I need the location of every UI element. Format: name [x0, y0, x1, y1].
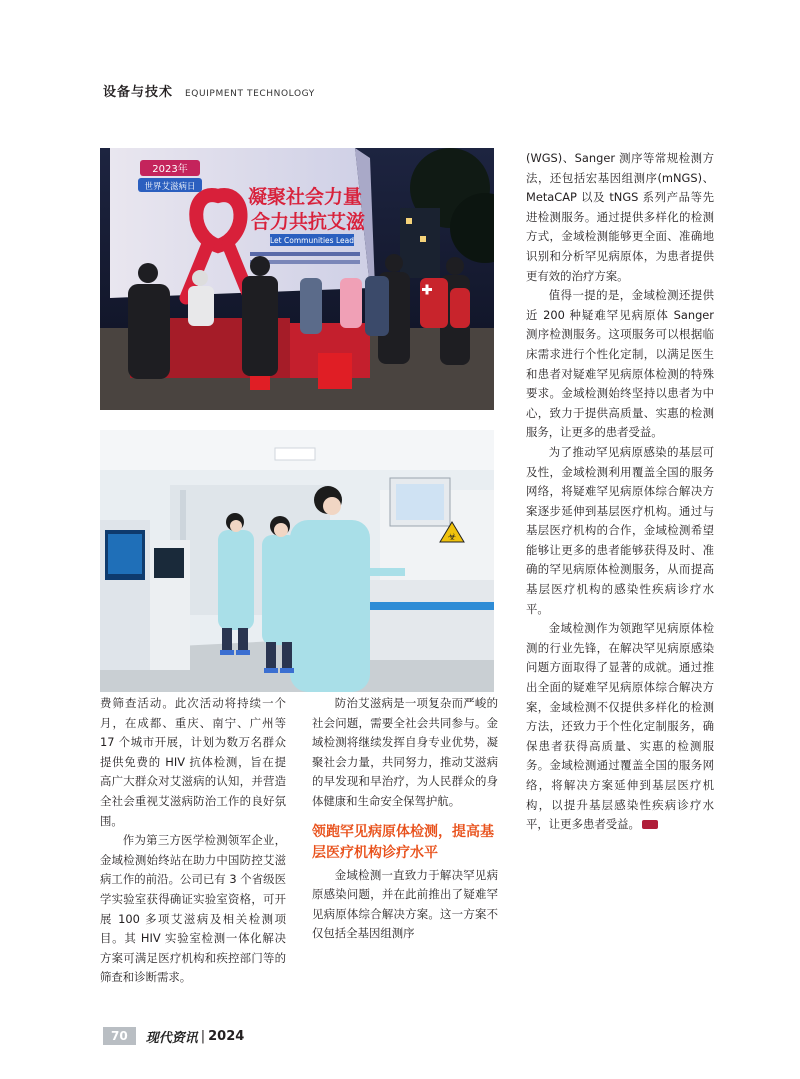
page-number: 70 [103, 1027, 136, 1045]
banner-slogan-2: 合力共抗艾滋 [250, 211, 366, 233]
paragraph-text: 金域检测作为领跑罕见病原体检测的行业先锋，在解决罕见病原感染问题方面取得了显著的成就。通过推出全面的疑难罕见病原体综合解决方案，金域检测不仅提供多样化的检测方法，还致力于个性化定制服务，确保患者获得高质量、实惠的检测服务。金域检测通过覆盖全国的服务网络，将解决方案延伸到基层医疗机构，以提升基层感染性疾病诊疗水平，让更多患者受益。 [526, 621, 714, 832]
banner-day: 世界艾滋病日 [144, 182, 196, 192]
paragraph: 值得一提的是，金域检测还提供近 200 种疑难罕见病原体 Sanger 测序检测服务。这项服务可以根据临床需求进行个性化定制，以满足医生和患者对疑难罕见病原体检测的特殊要求。金域检测始终坚持以患者为中心，致力于提供高质量、实惠的检测服务，让更多的患者受益。 [526, 288, 714, 440]
text-column-1 [100, 694, 286, 988]
text-column-3 [526, 149, 714, 835]
magazine-name: 现代资讯 [145, 1030, 198, 1046]
event-photo [100, 148, 494, 410]
section-title-cn: 设备与技术 [103, 85, 174, 100]
laboratory-photo [100, 430, 494, 692]
biohazard-icon: ☣ [447, 532, 457, 543]
banner-year: 2023年 [152, 164, 188, 175]
section-title-en: EQUIPMENT TECHNOLOGY [185, 89, 315, 99]
paragraph: 费筛查活动。此次活动将持续一个月，在成都、重庆、南宁、广州等 17 个城市开展，计划为数万名群众提供免费的 HIV 抗体检测，旨在提高广大群众对艾滋病的认知，并营造全社会重视艾滋病防治工作的良好氛围。 [100, 696, 286, 828]
text-column-2 [312, 694, 498, 944]
paragraph: 防治艾滋病是一项复杂而严峻的社会问题，需要全社会共同参与。金域检测将继续发挥自身专业优势，凝聚社会力量，共同努力，推动艾滋病的早发现和早治疗，为人民群众的身体健康和生命安全保驾护航。 [312, 696, 498, 808]
paragraph [526, 619, 714, 835]
page-footer [103, 1026, 244, 1046]
end-mark-icon [642, 820, 658, 829]
issue-year: 2024 [208, 1028, 245, 1044]
paragraph: (WGS)、Sanger 测序等常规检测方法，还包括宏基因组测序(mNGS)、MetaCAP 以及 tNGS 系列产品等先进检测服务。通过提供多样化的检测方式，金域检测能够更全面、准确地识别和分析罕见病原体，为患者提供更有效的治疗方案。 [526, 151, 714, 283]
section-header [103, 81, 315, 100]
paragraph: 为了推动罕见病原感染的基层可及性，金域检测利用覆盖全国的服务网络，将疑难罕见病原体综合解决方案逐步延伸到基层医疗机构。通过与基层医疗机构的合作，金域检测希望能够让更多的患者能够获得及时、准确的罕见病原体检测服务，从而提高基层医疗机构的感染性疾病诊疗水平。 [526, 444, 714, 616]
paragraph: 作为第三方医学检测领军企业，金域检测始终站在助力中国防控艾滋病工作的前沿。公司已有 3 个省级医学实验室获得确证实验室资格，可开展 100 多项艾滋病及相关检测项目。其 HIV 实验室检测一体化解决方案可满足医疗机构和疾控部门等的筛查和诊断需求。 [100, 833, 286, 985]
banner-subtitle: Let Communities Lead [270, 236, 354, 245]
banner-slogan-1: 凝聚社会力量 [247, 186, 363, 208]
section-heading: 领跑罕见病原体检测，提高基层医疗机构诊疗水平 [312, 823, 494, 861]
footer-separator: | [200, 1028, 206, 1044]
paragraph: 金域检测一直致力于解决罕见病原感染问题，并在此前推出了疑难罕见病原体综合解决方案。这一方案不仅包括全基因组测序 [312, 867, 498, 941]
